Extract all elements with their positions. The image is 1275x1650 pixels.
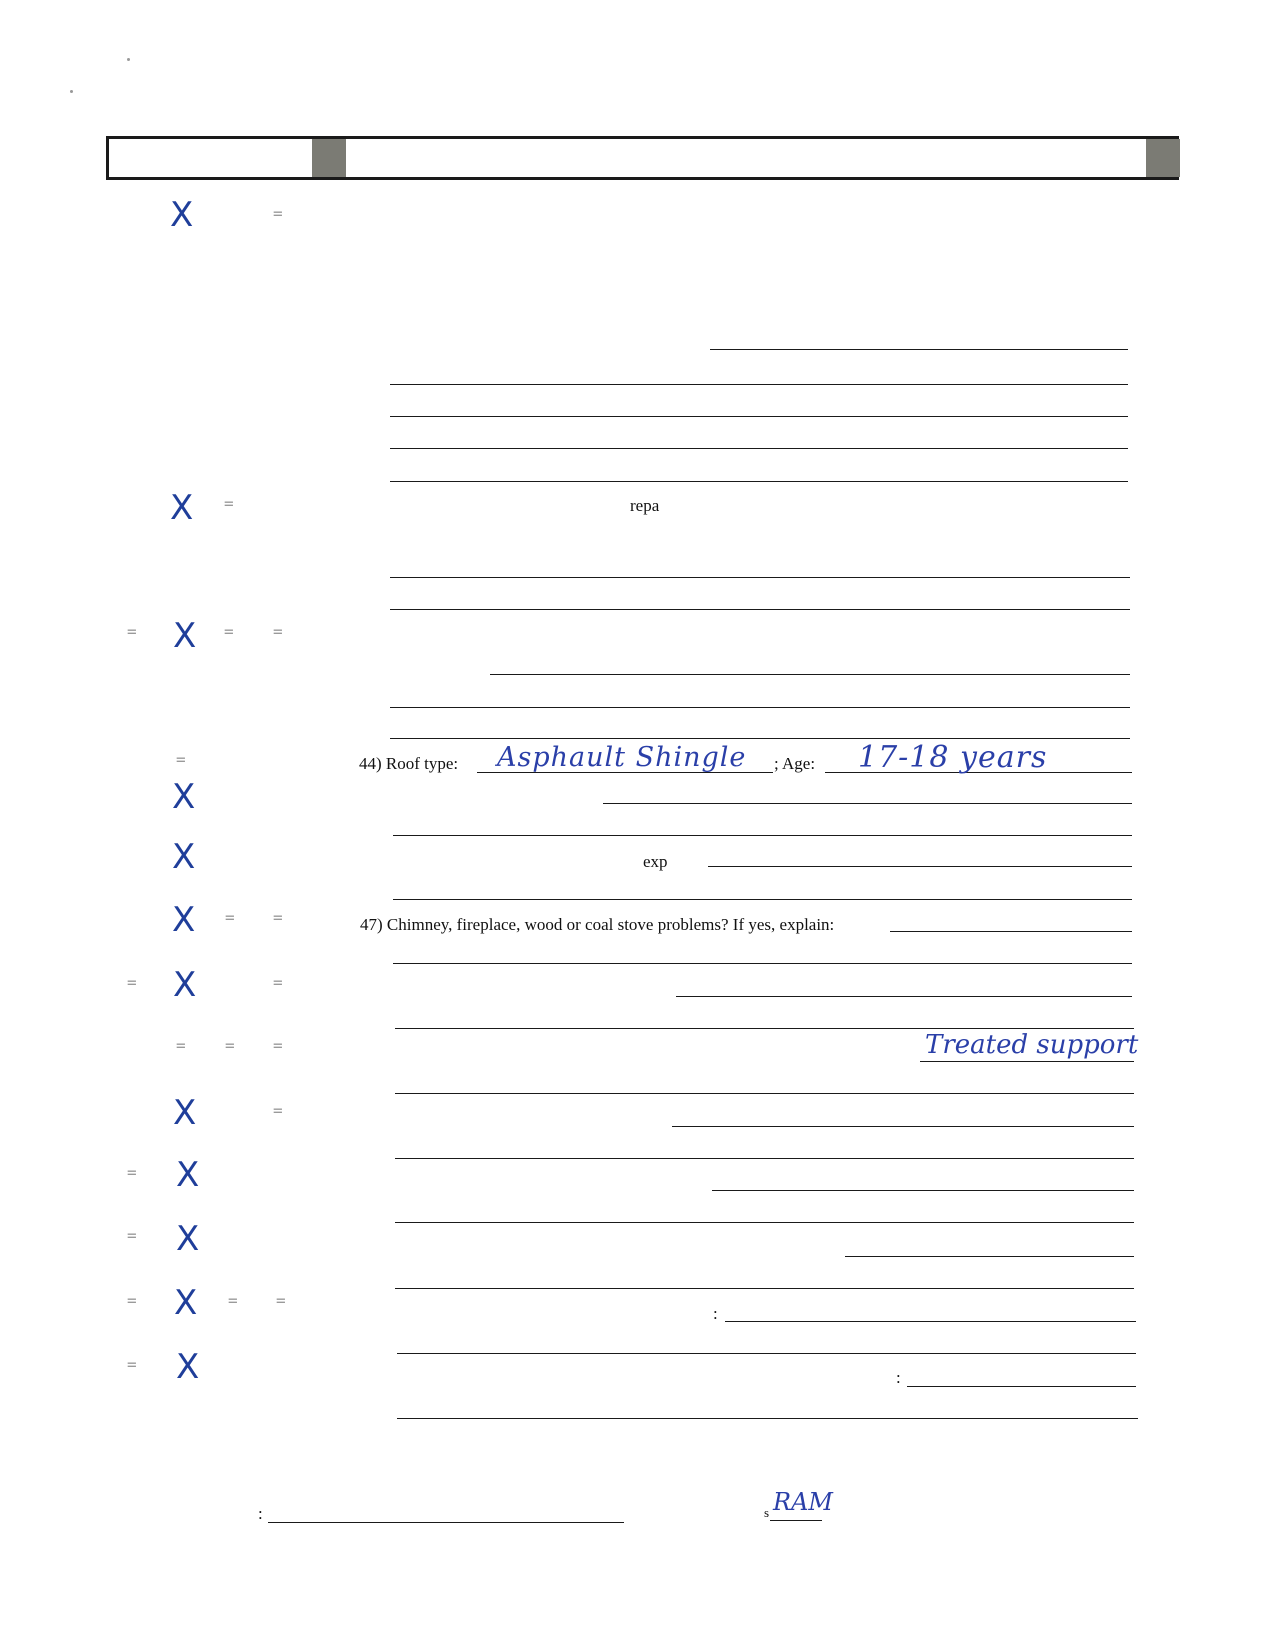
answer-line[interactable]	[393, 899, 1132, 900]
checkbox[interactable]: =	[224, 494, 234, 513]
answer-line[interactable]	[397, 1418, 1138, 1419]
answer-line[interactable]	[676, 996, 1132, 997]
header-shade-right	[1146, 139, 1180, 177]
checkbox[interactable]: =	[127, 973, 137, 992]
checkbox[interactable]: =	[127, 1291, 137, 1310]
checkbox[interactable]: =	[225, 908, 235, 927]
checkbox[interactable]: =	[127, 1163, 137, 1182]
answer-line[interactable]	[712, 1190, 1134, 1191]
fragment-repa: repa	[630, 496, 660, 515]
check-mark[interactable]: X	[172, 777, 196, 817]
answer-line[interactable]	[390, 577, 1130, 578]
checkbox[interactable]: =	[273, 204, 283, 223]
colon-mark: :	[258, 1504, 263, 1523]
checkbox[interactable]: =	[127, 1226, 137, 1245]
checkbox[interactable]: =	[176, 750, 186, 769]
check-mark[interactable]: X	[176, 1155, 200, 1195]
colon-mark: :	[713, 1304, 718, 1323]
check-mark[interactable]: X	[173, 1093, 197, 1133]
answer-line[interactable]	[395, 1288, 1134, 1289]
checkbox[interactable]: =	[228, 1291, 238, 1310]
checkbox[interactable]: =	[225, 1036, 235, 1055]
roof-age-value[interactable]: 17-18 years	[858, 740, 1048, 775]
check-mark[interactable]: X	[173, 616, 197, 656]
checkbox[interactable]: =	[273, 973, 283, 992]
check-mark[interactable]: X	[172, 900, 196, 940]
answer-line[interactable]	[845, 1256, 1134, 1257]
checkbox[interactable]: =	[273, 1101, 283, 1120]
answer-line[interactable]	[907, 1386, 1136, 1387]
speck	[127, 58, 130, 61]
answer-line[interactable]	[603, 803, 1132, 804]
answer-line[interactable]	[395, 1222, 1134, 1223]
answer-line[interactable]	[395, 1093, 1134, 1094]
q44-age-label: ; Age:	[774, 754, 816, 773]
q47-label: 47) Chimney, fireplace, wood or coal stove problems? If yes, explain:	[360, 915, 835, 934]
support-note[interactable]: Treated support	[925, 1030, 1139, 1060]
chimney-explain-line[interactable]	[890, 931, 1132, 932]
answer-line[interactable]	[390, 481, 1128, 482]
checkbox[interactable]: =	[127, 1355, 137, 1374]
answer-line[interactable]	[390, 738, 1130, 739]
check-mark[interactable]: X	[170, 488, 194, 528]
signature-line[interactable]	[268, 1522, 624, 1523]
checkbox[interactable]: =	[276, 1291, 286, 1310]
answer-line[interactable]	[393, 963, 1132, 964]
check-mark[interactable]: X	[172, 837, 196, 877]
answer-line[interactable]	[490, 674, 1130, 675]
section-header-bar	[106, 136, 1179, 180]
checkbox[interactable]: =	[273, 622, 283, 641]
initials-value[interactable]: RAM	[773, 1488, 833, 1516]
colon-mark: :	[896, 1368, 901, 1387]
initials-line[interactable]	[770, 1520, 822, 1521]
answer-line[interactable]	[390, 448, 1128, 449]
answer-line[interactable]	[395, 1028, 1134, 1029]
roof-type-value[interactable]: Asphault Shingle	[497, 742, 747, 773]
answer-line[interactable]	[390, 609, 1130, 610]
check-mark[interactable]: X	[170, 195, 194, 235]
answer-line[interactable]	[725, 1321, 1136, 1322]
answer-line[interactable]	[393, 835, 1132, 836]
checkbox[interactable]: =	[127, 622, 137, 641]
answer-line[interactable]	[710, 349, 1128, 350]
header-shade-left	[312, 139, 346, 177]
answer-line[interactable]	[395, 1158, 1134, 1159]
answer-line[interactable]	[397, 1353, 1136, 1354]
answer-line[interactable]	[390, 707, 1130, 708]
check-mark[interactable]: X	[173, 965, 197, 1005]
answer-line[interactable]	[920, 1061, 1134, 1062]
checkbox[interactable]: =	[273, 1036, 283, 1055]
q44-label: 44) Roof type:	[359, 754, 459, 773]
answer-line[interactable]	[672, 1126, 1134, 1127]
answer-line[interactable]	[390, 416, 1128, 417]
speck	[70, 90, 73, 93]
checkbox[interactable]: =	[224, 622, 234, 641]
answer-line[interactable]	[390, 384, 1128, 385]
fragment-exp: exp	[643, 852, 668, 871]
checkbox[interactable]: =	[176, 1036, 186, 1055]
check-mark[interactable]: X	[174, 1283, 198, 1323]
answer-line[interactable]	[708, 866, 1132, 867]
checkbox[interactable]: =	[273, 908, 283, 927]
check-mark[interactable]: X	[176, 1219, 200, 1259]
check-mark[interactable]: X	[176, 1347, 200, 1387]
fragment-s: s	[764, 1505, 770, 1520]
